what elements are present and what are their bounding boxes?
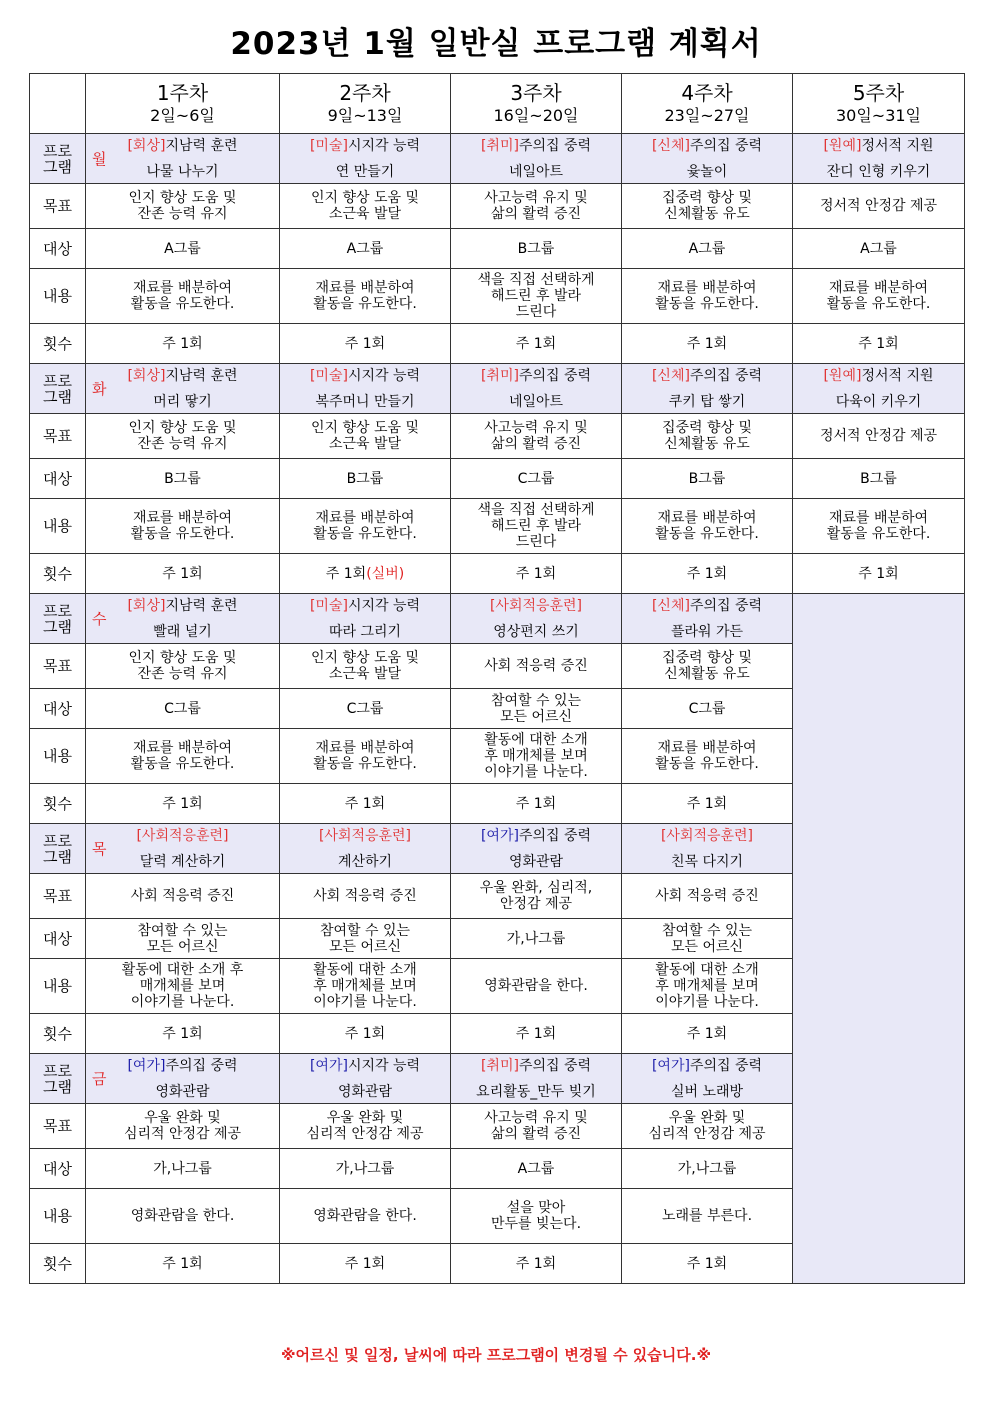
count-cell [451, 324, 622, 364]
program-name: 다육이 키우기 [835, 393, 922, 410]
week-dates: 23일~27일 [664, 105, 750, 125]
program-cell [86, 134, 280, 184]
count-value: 주 1회 [325, 565, 367, 582]
row-label-target: 대상 [30, 459, 86, 499]
program-focus: 주의집 중력 [518, 827, 592, 844]
row-label-program: 프로 그램 [30, 594, 86, 644]
program-category [624, 138, 790, 154]
target-cell: 가,나그룹 [280, 1149, 451, 1189]
program-category [453, 828, 619, 844]
target-cell: C그룹 [86, 689, 280, 729]
program-name: 계산하기 [337, 853, 393, 870]
program-name: 윷놀이 [686, 163, 728, 180]
content-cell: 활동에 대한 소개 후 매개체를 보며 이야기를 나눈다. [622, 959, 793, 1014]
week-dates: 2일~6일 [150, 105, 215, 125]
target-cell: 가,나그룹 [86, 1149, 280, 1189]
category-tag: [취미] [480, 1057, 519, 1074]
row-label-goal: 목표 [30, 644, 86, 689]
target-cell: A그룹 [86, 229, 280, 269]
week-dates: 16일~20일 [493, 105, 579, 125]
category-tag: [여가] [127, 1057, 166, 1074]
count-value: 주 1회 [515, 1255, 557, 1272]
program-cell [280, 1054, 451, 1104]
target-cell: 가,나그룹 [451, 919, 622, 959]
category-tag: [회상] [127, 597, 166, 614]
count-cell [793, 554, 965, 594]
week-dates: 9일~13일 [327, 105, 403, 125]
content-cell: 영화관람을 한다. [451, 959, 622, 1014]
row-label-count: 횟수 [30, 1244, 86, 1284]
category-tag: [원예] [823, 367, 862, 384]
row-label-target: 대상 [30, 229, 86, 269]
week-dates: 30일~31일 [835, 105, 922, 125]
program-category [282, 598, 448, 614]
goal-cell: 사회 적응력 증진 [622, 874, 793, 919]
count-cell [622, 1014, 793, 1054]
program-cell [622, 1054, 793, 1104]
program-focus: 주의집 중력 [689, 1057, 763, 1074]
program-category [282, 828, 448, 844]
program-cell [451, 1054, 622, 1104]
program-focus: 시지각 능력 [347, 1057, 421, 1074]
program-category [453, 598, 619, 614]
target-cell: B그룹 [451, 229, 622, 269]
target-cell: A그룹 [280, 229, 451, 269]
count-note: (실버) [366, 565, 405, 582]
count-cell [622, 784, 793, 824]
count-cell [280, 1014, 451, 1054]
goal-cell: 사고능력 유지 및 삶의 활력 증진 [451, 184, 622, 229]
header-corner [30, 74, 86, 134]
program-table [29, 73, 965, 1284]
program-category [624, 828, 790, 844]
week-label: 1주차 [156, 80, 209, 105]
count-value: 주 1회 [515, 795, 557, 812]
program-focus: 주의집 중력 [518, 367, 592, 384]
row-label-count: 횟수 [30, 1014, 86, 1054]
week-label: 4주차 [681, 80, 733, 105]
count-value: 주 1회 [344, 1255, 386, 1272]
count-cell [86, 1014, 280, 1054]
count-cell [622, 554, 793, 594]
count-value: 주 1회 [858, 335, 899, 352]
count-value: 주 1회 [162, 795, 203, 812]
count-value: 주 1회 [686, 795, 728, 812]
program-cell [86, 364, 280, 414]
goal-cell: 집중력 향상 및 신체활동 유도 [622, 414, 793, 459]
goal-cell: 인지 향상 도움 및 소근육 발달 [280, 184, 451, 229]
row-label-target: 대상 [30, 919, 86, 959]
target-cell: 가,나그룹 [622, 1149, 793, 1189]
content-cell: 재료를 배분하여 활동을 유도한다. [280, 269, 451, 324]
program-cell [280, 594, 451, 644]
content-cell: 재료를 배분하여 활동을 유도한다. [86, 729, 280, 784]
row-label-target: 대상 [30, 1149, 86, 1189]
program-cell [280, 364, 451, 414]
program-cell [622, 594, 793, 644]
program-cell [451, 824, 622, 874]
content-cell: 활동에 대한 소개 후 매개체를 보며 이야기를 나눈다. [451, 729, 622, 784]
program-name: 친목 다지기 [670, 853, 744, 870]
row-label-count: 횟수 [30, 784, 86, 824]
program-category [453, 1058, 619, 1074]
program-name: 영화관람 [508, 853, 564, 870]
program-name: 네일아트 [508, 163, 564, 180]
program-category [88, 828, 277, 844]
goal-cell: 사회 적응력 증진 [280, 874, 451, 919]
week-header [793, 74, 965, 134]
count-value: 주 1회 [515, 1025, 557, 1042]
row-label-content: 내용 [30, 729, 86, 784]
program-cell [622, 134, 793, 184]
row-label-program: 프로 그램 [30, 364, 86, 414]
target-cell: A그룹 [622, 229, 793, 269]
program-category [88, 598, 277, 614]
target-cell: B그룹 [86, 459, 280, 499]
program-cell [280, 134, 451, 184]
goal-cell: 인지 향상 도움 및 잔존 능력 유지 [86, 184, 280, 229]
category-tag: [원예] [823, 137, 862, 154]
target-cell: C그룹 [622, 689, 793, 729]
program-name: 영화관람 [155, 1083, 210, 1100]
category-tag: [사회적응훈련] [136, 827, 229, 844]
count-cell [451, 1244, 622, 1284]
count-value: 주 1회 [162, 565, 203, 582]
program-focus: 시지각 능력 [347, 367, 421, 384]
content-cell: 재료를 배분하여 활동을 유도한다. [86, 499, 280, 554]
category-tag: [여가] [480, 827, 519, 844]
category-tag: [사회적응훈련] [489, 597, 583, 614]
day-label: 화 [92, 379, 107, 398]
program-name: 영상편지 쓰기 [493, 623, 579, 640]
program-focus: 주의집 중력 [689, 137, 763, 154]
count-cell [280, 554, 451, 594]
program-cell [451, 594, 622, 644]
day-label: 월 [92, 149, 107, 168]
program-cell [793, 364, 965, 414]
category-tag: [취미] [480, 367, 519, 384]
count-value: 주 1회 [162, 335, 203, 352]
program-category [624, 368, 790, 384]
count-value: 주 1회 [686, 1255, 728, 1272]
content-cell: 활동에 대한 소개 후 매개체를 보며 이야기를 나눈다. [280, 959, 451, 1014]
goal-cell: 인지 향상 도움 및 잔존 능력 유지 [86, 414, 280, 459]
target-cell: B그룹 [622, 459, 793, 499]
week-label: 3주차 [510, 80, 562, 105]
category-tag: [신체] [651, 597, 690, 614]
content-cell: 재료를 배분하여 활동을 유도한다. [793, 499, 965, 554]
row-label-content: 내용 [30, 959, 86, 1014]
program-name: 연 만들기 [335, 163, 395, 180]
count-value: 주 1회 [515, 335, 557, 352]
count-cell [451, 784, 622, 824]
target-cell: 참여할 수 있는 모든 어르신 [451, 689, 622, 729]
category-tag: [회상] [127, 137, 166, 154]
count-value: 주 1회 [162, 1255, 203, 1272]
row-label-program: 프로 그램 [30, 1054, 86, 1104]
program-focus: 정서적 지원 [861, 367, 934, 384]
count-value: 주 1회 [858, 565, 899, 582]
category-tag: [취미] [480, 137, 519, 154]
category-tag: [신체] [651, 137, 690, 154]
content-cell: 설을 맞아 만두를 빚는다. [451, 1189, 622, 1244]
week-header [280, 74, 451, 134]
program-name: 네일아트 [508, 393, 564, 410]
program-cell [86, 824, 280, 874]
program-name: 빨래 널기 [153, 623, 212, 640]
program-cell [86, 1054, 280, 1104]
program-cell [622, 364, 793, 414]
count-cell [86, 554, 280, 594]
program-category [795, 138, 962, 154]
count-cell [622, 1244, 793, 1284]
program-focus: 시지각 능력 [347, 597, 421, 614]
target-cell: 참여할 수 있는 모든 어르신 [86, 919, 280, 959]
goal-cell: 사고능력 유지 및 삶의 활력 증진 [451, 414, 622, 459]
target-cell: 참여할 수 있는 모든 어르신 [622, 919, 793, 959]
goal-cell: 우울 완화 및 심리적 안정감 제공 [280, 1104, 451, 1149]
program-cell [793, 134, 965, 184]
program-cell [451, 134, 622, 184]
count-cell [280, 784, 451, 824]
program-name: 복주머니 만들기 [315, 393, 415, 410]
program-focus: 주의집 중력 [165, 1057, 238, 1074]
goal-cell: 집중력 향상 및 신체활동 유도 [622, 184, 793, 229]
program-category [453, 368, 619, 384]
program-name: 따라 그리기 [328, 623, 402, 640]
program-name: 잔디 인형 키우기 [826, 163, 931, 180]
program-category [88, 1058, 277, 1074]
program-name: 머리 땋기 [153, 393, 212, 410]
target-cell: B그룹 [793, 459, 965, 499]
count-cell [451, 554, 622, 594]
program-focus: 지남력 훈련 [165, 597, 238, 614]
row-label-count: 횟수 [30, 554, 86, 594]
program-category [795, 368, 962, 384]
content-cell: 재료를 배분하여 활동을 유도한다. [622, 269, 793, 324]
program-cell [622, 824, 793, 874]
content-cell: 재료를 배분하여 활동을 유도한다. [622, 499, 793, 554]
count-cell [86, 1244, 280, 1284]
empty-week5-block [793, 594, 965, 1284]
goal-cell: 사고능력 유지 및 삶의 활력 증진 [451, 1104, 622, 1149]
count-cell [86, 324, 280, 364]
row-label-content: 내용 [30, 1189, 86, 1244]
content-cell: 재료를 배분하여 활동을 유도한다. [280, 729, 451, 784]
content-cell: 활동에 대한 소개 후 매개체를 보며 이야기를 나눈다. [86, 959, 280, 1014]
program-name: 쿠키 탑 쌓기 [668, 393, 746, 410]
category-tag: [여가] [651, 1057, 690, 1074]
program-focus: 시지각 능력 [347, 137, 421, 154]
program-cell [280, 824, 451, 874]
row-label-goal: 목표 [30, 414, 86, 459]
count-cell [451, 1014, 622, 1054]
category-tag: [미술] [309, 597, 348, 614]
content-cell: 노래를 부른다. [622, 1189, 793, 1244]
row-label-goal: 목표 [30, 184, 86, 229]
program-category [282, 138, 448, 154]
day-label: 수 [92, 609, 107, 628]
goal-cell: 정서적 안정감 제공 [793, 184, 965, 229]
program-name: 요리활동_만두 빚기 [476, 1083, 596, 1100]
count-value: 주 1회 [515, 565, 557, 582]
week-label: 2주차 [339, 80, 391, 105]
row-label-content: 내용 [30, 499, 86, 554]
program-category [88, 138, 277, 154]
goal-cell: 사회 적응력 증진 [451, 644, 622, 689]
goal-cell: 인지 향상 도움 및 소근육 발달 [280, 644, 451, 689]
category-tag: [미술] [309, 367, 348, 384]
count-value: 주 1회 [686, 1025, 728, 1042]
program-focus: 지남력 훈련 [165, 137, 238, 154]
program-focus: 주의집 중력 [689, 597, 763, 614]
day-label: 금 [92, 1069, 107, 1088]
week-header [451, 74, 622, 134]
target-cell: 참여할 수 있는 모든 어르신 [280, 919, 451, 959]
count-cell [622, 324, 793, 364]
category-tag: [신체] [651, 367, 690, 384]
content-cell: 영화관람을 한다. [86, 1189, 280, 1244]
program-focus: 주의집 중력 [689, 367, 763, 384]
target-cell: A그룹 [451, 1149, 622, 1189]
goal-cell: 우울 완화, 심리적, 안정감 제공 [451, 874, 622, 919]
target-cell: C그룹 [280, 689, 451, 729]
goal-cell: 인지 향상 도움 및 소근육 발달 [280, 414, 451, 459]
row-label-content: 내용 [30, 269, 86, 324]
row-label-count: 횟수 [30, 324, 86, 364]
program-category [282, 368, 448, 384]
program-name: 영화관람 [337, 1083, 393, 1100]
count-value: 주 1회 [344, 795, 386, 812]
goal-cell: 정서적 안정감 제공 [793, 414, 965, 459]
content-cell: 색을 직접 선택하게 해드린 후 발라 드린다 [451, 269, 622, 324]
program-name: 나물 나누기 [146, 163, 219, 180]
goal-cell: 집중력 향상 및 신체활동 유도 [622, 644, 793, 689]
program-category [624, 598, 790, 614]
target-cell: B그룹 [280, 459, 451, 499]
row-label-goal: 목표 [30, 1104, 86, 1149]
program-category [624, 1058, 790, 1074]
content-cell: 재료를 배분하여 활동을 유도한다. [793, 269, 965, 324]
content-cell: 재료를 배분하여 활동을 유도한다. [280, 499, 451, 554]
goal-cell: 우울 완화 및 심리적 안정감 제공 [622, 1104, 793, 1149]
program-name: 실버 노래방 [670, 1083, 744, 1100]
program-focus: 정서적 지원 [861, 137, 934, 154]
week-header [86, 74, 280, 134]
count-cell [793, 324, 965, 364]
count-value: 주 1회 [686, 565, 728, 582]
content-cell: 재료를 배분하여 활동을 유도한다. [622, 729, 793, 784]
count-value: 주 1회 [162, 1025, 203, 1042]
program-category [282, 1058, 448, 1074]
program-category [88, 368, 277, 384]
program-category [453, 138, 619, 154]
category-tag: [사회적응훈련] [660, 827, 754, 844]
count-value: 주 1회 [344, 1025, 386, 1042]
program-focus: 주의집 중력 [518, 137, 592, 154]
category-tag: [회상] [127, 367, 166, 384]
row-label-goal: 목표 [30, 874, 86, 919]
page-title: 2023년 1월 일반실 프로그램 계획서 [230, 26, 762, 62]
count-value: 주 1회 [344, 335, 386, 352]
category-tag: [미술] [309, 137, 348, 154]
row-label-program: 프로 그램 [30, 134, 86, 184]
target-cell: A그룹 [793, 229, 965, 269]
program-focus: 지남력 훈련 [165, 367, 238, 384]
category-tag: [사회적응훈련] [318, 827, 412, 844]
program-cell [451, 364, 622, 414]
count-cell [86, 784, 280, 824]
program-name: 플라워 가든 [670, 623, 744, 640]
program-focus: 주의집 중력 [518, 1057, 592, 1074]
week-label: 5주차 [852, 80, 905, 105]
program-name: 달력 계산하기 [139, 853, 226, 870]
count-cell [280, 324, 451, 364]
program-cell [86, 594, 280, 644]
target-cell: C그룹 [451, 459, 622, 499]
content-cell: 색을 직접 선택하게 해드린 후 발라 드린다 [451, 499, 622, 554]
goal-cell: 사회 적응력 증진 [86, 874, 280, 919]
week-header [622, 74, 793, 134]
footer-note: ※어르신 및 일정, 날씨에 따라 프로그램이 변경될 수 있습니다.※ [280, 1346, 712, 1364]
day-label: 목 [92, 839, 107, 858]
content-cell: 영화관람을 한다. [280, 1189, 451, 1244]
count-value: 주 1회 [686, 335, 728, 352]
row-label-program: 프로 그램 [30, 824, 86, 874]
goal-cell: 인지 향상 도움 및 잔존 능력 유지 [86, 644, 280, 689]
row-label-target: 대상 [30, 689, 86, 729]
count-cell [280, 1244, 451, 1284]
goal-cell: 우울 완화 및 심리적 안정감 제공 [86, 1104, 280, 1149]
category-tag: [여가] [309, 1057, 348, 1074]
content-cell: 재료를 배분하여 활동을 유도한다. [86, 269, 280, 324]
